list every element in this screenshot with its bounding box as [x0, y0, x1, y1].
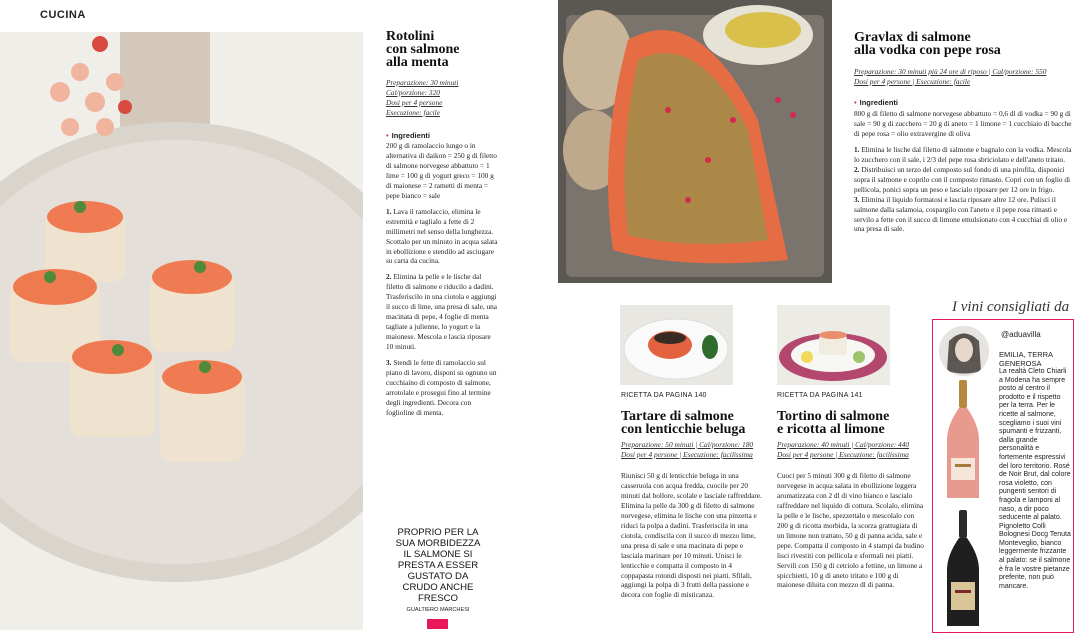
recipe4-meta: [777, 440, 927, 460]
wines-text: [999, 350, 1071, 591]
photo-tortino: [777, 305, 890, 385]
recipe1-prep: Preparazione: 30 minuti: [386, 78, 459, 87]
recipe4-prep: Preparazione: 40 minuti | Cal/porzione: 440: [777, 440, 910, 449]
bottle-pignoletto-icon: [943, 510, 983, 628]
wines-name: EMILIA, TERRA GENEROSA: [999, 350, 1053, 368]
recipe2-body: [854, 109, 1075, 234]
recipe4-title: Tortino di salmone e ricotta al limone: [777, 409, 890, 437]
recipe2-step-2: 2. Distribuisci un terzo del composto sul fondo di una pirofila, disponici sopra il salmone e coprilo con il composto rimasto. Copri con un foglio di pellicola, ponici sopra un peso e lascialo riposare per 12 ore in frigo.: [854, 164, 1071, 194]
recipe2-dosi: Dosi per 4 persone | Esecuzione: facile: [854, 77, 971, 86]
recipe3-dosi: Dosi per 4 persone | Esecuzione: facilissima: [621, 450, 753, 459]
recipe2-ingredients: 800 g di filetto di salmone norvegese abbattuto = 0,6 dl di vodka = 90 g di sale = 90 g di zucchero = 20 g di aneto = 1 limone = 1 cucchiaio di bacche di pepe rosa = olio extravergine di oliva: [854, 109, 1072, 138]
recipe3-title: Tartare di salmone con lenticchie beluga: [621, 409, 746, 437]
recipe1-esecuzione: Esecuzione: facile: [386, 108, 440, 117]
recipe4-ref: RICETTA DA PAGINA 141: [777, 392, 863, 399]
recipe3-body: Riunisci 50 g di lenticchie beluga in una casseruola con acqua fredda, cuocile per 20 minuti dal bollore, scolale e lasciale raffreddare. Elimina la pelle da 300 g di filetto di salmone norvegese, elimina le lische con una pinzetta e riduci la polpa a dadini. Trasferiscila in una ciotola, condiscila con il succo di mezzo lime, una presa di sale e una macinata di pepe e lasciala marinare per 10 minuti. Unisci le lenticchie e compatta il composto in 4 coppapasta rotondi disposti nei piatti. Sfilali, aggiungi la polpa di 3 frutti della passione e decora con foglie di misticanza.: [621, 471, 762, 600]
recipe1-step-1: 1. Lava il ramolaccio, elimina le estremità e taglialo a fette di 2 millimetri nel senso della lunghezza. Scottalo per un minuto in acqua salata in ebollizione e stendilo ad asciugare su carta da cucina.: [386, 206, 498, 266]
recipe1-title: Rotolini con salmone alla menta: [386, 29, 460, 70]
recipe1-step-3: 3. Stendi le fette di ramolaccio sul piano di lavoro, disponi su ognuno un cucchiaino di composto di salmone, arrotolale e prosegui fino al termine degli ingredienti. Decora con foglioline di menta.: [386, 358, 497, 417]
photo-tartare: [620, 305, 733, 385]
recipe2-ingredients-heading: • Ingredienti: [854, 98, 898, 107]
bullet-icon: •: [386, 131, 389, 140]
quote-author: GUALTIERO MARCHESI: [406, 607, 470, 613]
recipe2-title: Gravlax di salmone alla vodka con pepe rosa: [854, 30, 1001, 58]
photo-gravlax: [558, 0, 832, 283]
recipe2-step-3: 3. Elimina il liquido formatosi e lascia riposare altre 12 ore. Pulisci il salmone dalla salamoia, cospargilo con l'aneto e il pepe rosa rimasti e servilo a fette con il succo di limone emulsionato con 4 cucchiai di olio e una presa di sale.: [854, 194, 1068, 234]
recipe1-dosi: Dosi per 4 persone: [386, 98, 443, 107]
wines-heading: I vini consigliati da: [952, 299, 1070, 315]
recipe4-body: Cuoci per 5 minuti 300 g di filetto di salmone norvegese in acqua salata in ebollizione leggera aromatizzata con 2 dl di vino bianco e lascialo raffreddare nel liquido di cottura. Scolalo, elimina la pelle e le lische, spezzettalo e mescolalo con 200 g di ricotta morbida, la scorza grattugiata di un limone non trattato, 50 g di panna acida, sale e pepe. Compatta il composto in 4 stampi da budino lisci rivestiti con pellicola e sformali nei piatti. Servili con 150 g di cetriolo a fettine, un limone a spicchietti, 10 g di aneto tritato e 100 g di maionese diluita con mezzo dl di panna.: [777, 471, 924, 590]
recipe4-dosi: Dosi per 4 persone | Esecuzione: facilissima: [777, 450, 909, 459]
recipe1-meta: [386, 78, 506, 118]
bottle-rose-icon: [943, 380, 983, 500]
recipe1-cal: Cal/porzione: 320: [386, 88, 440, 97]
photo-salmon-rolls: [0, 32, 363, 630]
recipe2-prep: Preparazione: 30 minuti più 24 ore di riposo | Cal/porzione: 550: [854, 67, 1047, 76]
recipe3-ref: RICETTA DA PAGINA 140: [621, 392, 707, 399]
wines-description: La realtà Cleto Chiarli a Modena ha sempre posto al centro il prodotto e il rispetto per la terra. Per le ricette al salmone, scegliamo i suoi vini spumanti e frizzanti, dalla grande personalità e fortemente espressivi del loro territorio. Rosé de Noir Brut, dal colore rosa violetto, con pungenti sentori di fragola e lamponi al naso, a dir poco seducente al palato. Pignoletto Colli Bolognesi Docg Tenuta Monteveglio, bianco leggermente frizzante al palato: se il salmone è fra le vostre pietanze preferite, non può mancare.: [999, 368, 1071, 590]
bullet-icon: •: [854, 98, 857, 107]
recipe1-ingredients-heading: • Ingredienti: [386, 131, 430, 140]
accent-bar: [427, 619, 448, 629]
section-label: CUCINA: [40, 9, 86, 21]
instagram-handle: @aduavilla: [1001, 330, 1041, 339]
recipe1-step-2: 2. Elimina la pelle e le lische dal filetto di salmone e riducilo a dadini. Trasferiscilo in una ciotola e aggiungi il succo di lime, una presa di sale, una macinata di pepe, 4 foglie di menta tagliate a julienne, lo yogurt e la maionese. Mescola e lascia riposare 10 minuti.: [386, 272, 498, 352]
pull-quote: [392, 527, 484, 613]
recipe2-meta: [854, 67, 1084, 87]
recipe2-step-1: 1. Elimina le lische dal filetto di salmone e bagnalo con la vodka. Mescola lo zucchero con il sale, i 2/3 del pepe rosa sbriciolato e dell'aneto tritato.: [854, 144, 1072, 164]
avatar: [939, 326, 989, 376]
quote-text: PROPRIO PER LA SUA MORBIDEZZA IL SALMONE SI PRESTA A ESSER GUSTATO DA CRUDO ANCHE FRESCO: [395, 527, 481, 604]
wines-box: [932, 319, 1074, 633]
recipe3-prep: Preparazione: 50 minuti | Cal/porzione: 180: [621, 440, 754, 449]
recipe3-meta: [621, 440, 771, 460]
recipe1-ingredients: 200 g di ramolaccio lungo o in alternativa di daikon = 250 g di filetto di salmone norvegese abbattuto = 1 lime = 100 g di yogurt greco = 100 g di maionese = 2 rametti di menta = pepe bianco = sale: [386, 141, 497, 200]
